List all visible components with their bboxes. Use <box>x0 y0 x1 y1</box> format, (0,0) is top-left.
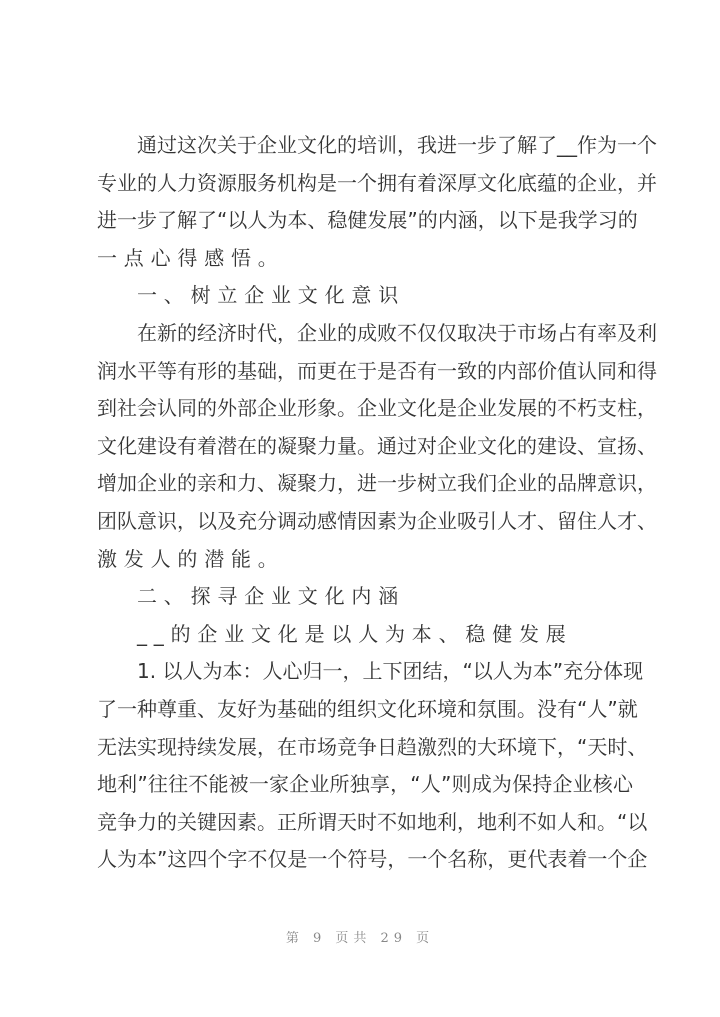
text-line: 无法实现持续发展，在市场竞争日趋激烈的大环境下，“天时、 <box>97 734 648 759</box>
text-line: 地利”往往不能被一家企业所独享，“人”则成为保持企业核心 <box>97 772 633 797</box>
text-line: 润水平等有形的基础，而更在于是否有一致的内部价值认同和得 <box>97 358 657 383</box>
text-line: 到社会认同的外部企业形象。企业文化是企业发展的不朽支柱， <box>97 396 657 421</box>
text-line: 1. 以人为本：人心归一，上下团结，“以人为本”充分体现 <box>137 659 644 684</box>
text-line: 团队意识，以及充分调动感情因素为企业吸引人才、留住人才、 <box>97 508 657 533</box>
text-line: 二、探寻企业文化内涵 <box>137 584 405 609</box>
text-line: 人为本”这四个字不仅是一个符号，一个名称，更代表着一个企 <box>97 847 648 872</box>
text-line: 激发人的潜能。 <box>97 546 285 571</box>
text-line: 进一步了解了“以人为本、稳健发展”的内涵，以下是我学习的 <box>97 208 638 233</box>
text-line: 一、树立企业文化意识 <box>137 283 405 308</box>
text-line: __的企业文化是以人为本、稳健发展 <box>137 621 573 646</box>
document-body <box>97 127 657 879</box>
text-line: 了一种尊重、友好为基础的组织文化环境和氛围。没有“人”就 <box>97 696 638 721</box>
text-line: 专业的人力资源服务机构是一个拥有着深厚文化底蕴的企业，并 <box>97 170 657 195</box>
page-number-footer: 第 9 页共 29 页 <box>285 931 435 946</box>
text-line: 一点心得感悟。 <box>97 245 285 270</box>
text-line: 通过这次关于企业文化的培训，我进一步了解了__作为一个 <box>137 133 657 157</box>
text-line: 竞争力的关键因素。正所谓天时不如地利，地利不如人和。“以 <box>97 809 648 834</box>
text-line: 在新的经济时代，企业的成败不仅仅取决于市场占有率及利 <box>137 320 657 345</box>
text-line: 文化建设有着潜在的凝聚力量。通过对企业文化的建设、宣扬、 <box>97 433 657 458</box>
text-line: 增加企业的亲和力、凝聚力，进一步树立我们企业的品牌意识， <box>97 471 657 496</box>
